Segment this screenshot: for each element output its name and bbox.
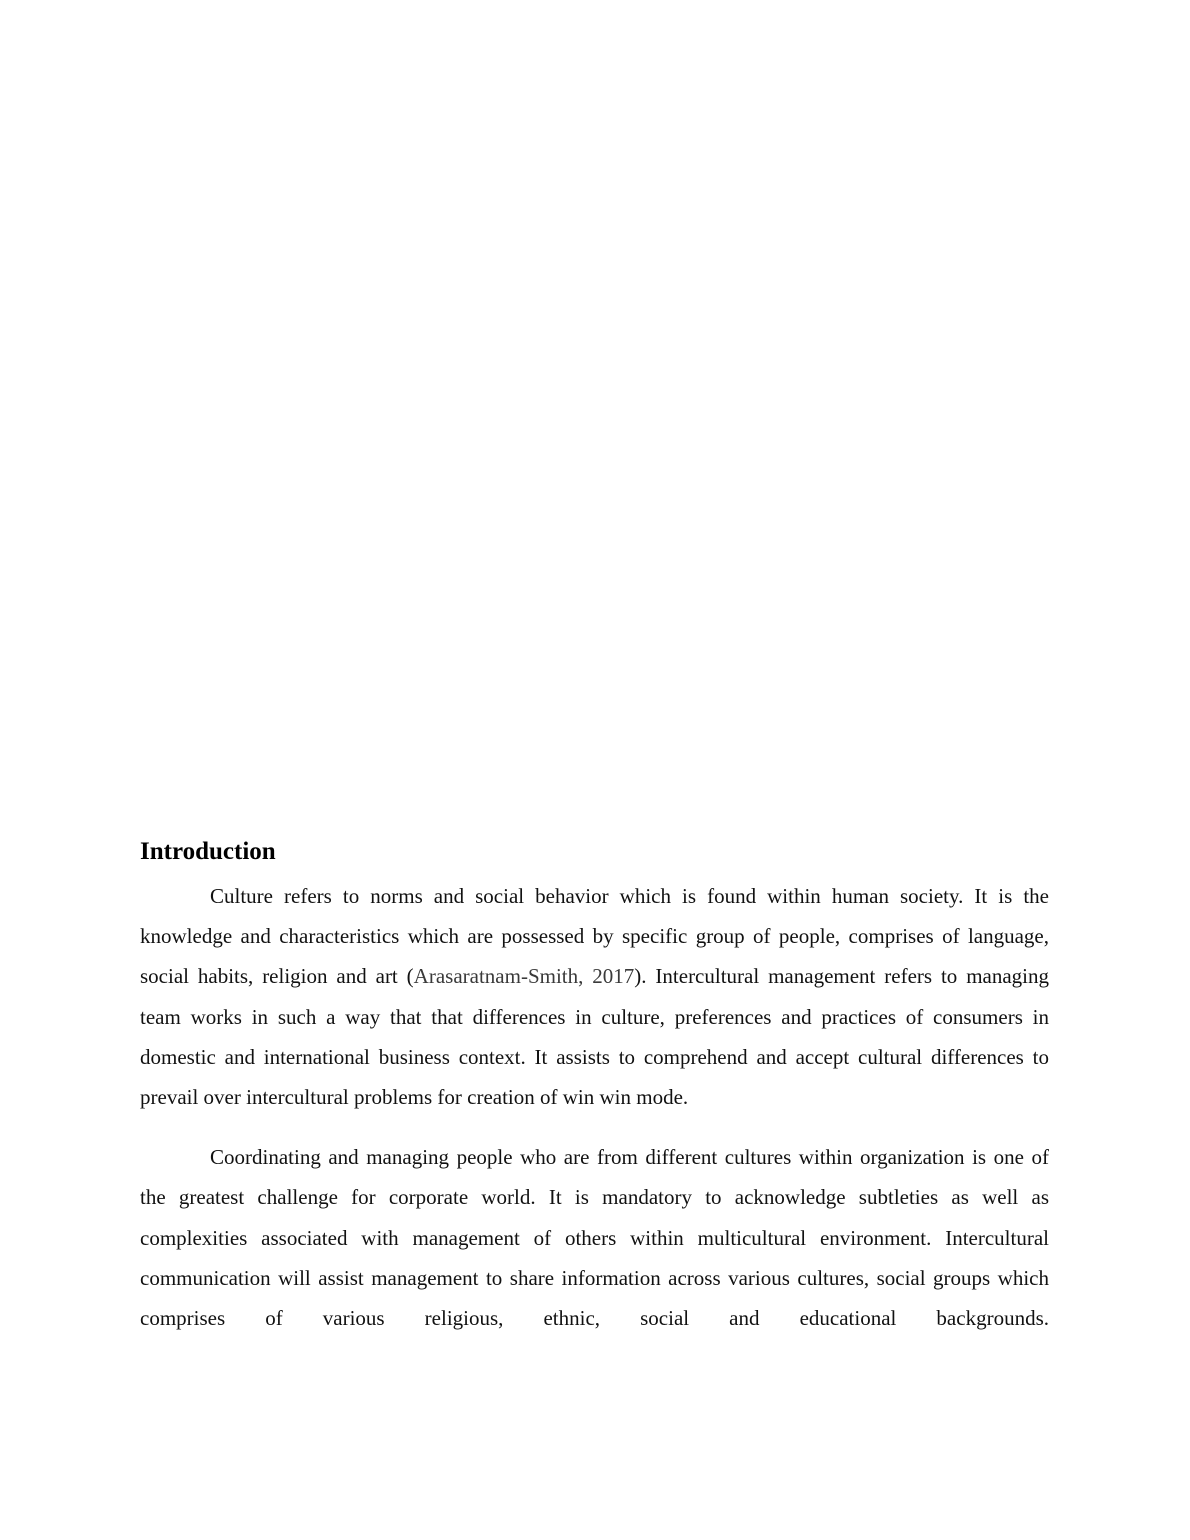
section-heading: Introduction (140, 838, 276, 865)
paragraph-2-text: Coordinating and managing people who are from different cultures within organization is one of the greatest challenge for corporate world. It is mandatory to acknowledge subtleties as well as complexities associated with management of others within multicultural environment. Intercultural communication will assist management to share information across various cultures, social groups which comprises of various religious, ethnic, social and educational backgrounds. (140, 1145, 1049, 1331)
citation: Arasaratnam-Smith, 2017 (413, 964, 635, 989)
document-body (140, 836, 1049, 1338)
paragraph-1-text-end: ). Intercultural management refers to managing team works in such a way that that differences in culture, preferences and practices of consumers in domestic and international business context. It assists to comprehend and accept cultural differences to prevail over intercultural problems for creation of win win mode. (140, 964, 1050, 1110)
paragraph-2 (140, 1137, 1049, 1338)
paragraph-1 (140, 876, 1049, 1117)
paragraph-1-text-start: Culture refers to norms and social behavior which is found within human society. It is the knowledge and characteristics which are possessed by specific group of people, comprises of language, social habits, religion and art ( (140, 884, 1049, 989)
